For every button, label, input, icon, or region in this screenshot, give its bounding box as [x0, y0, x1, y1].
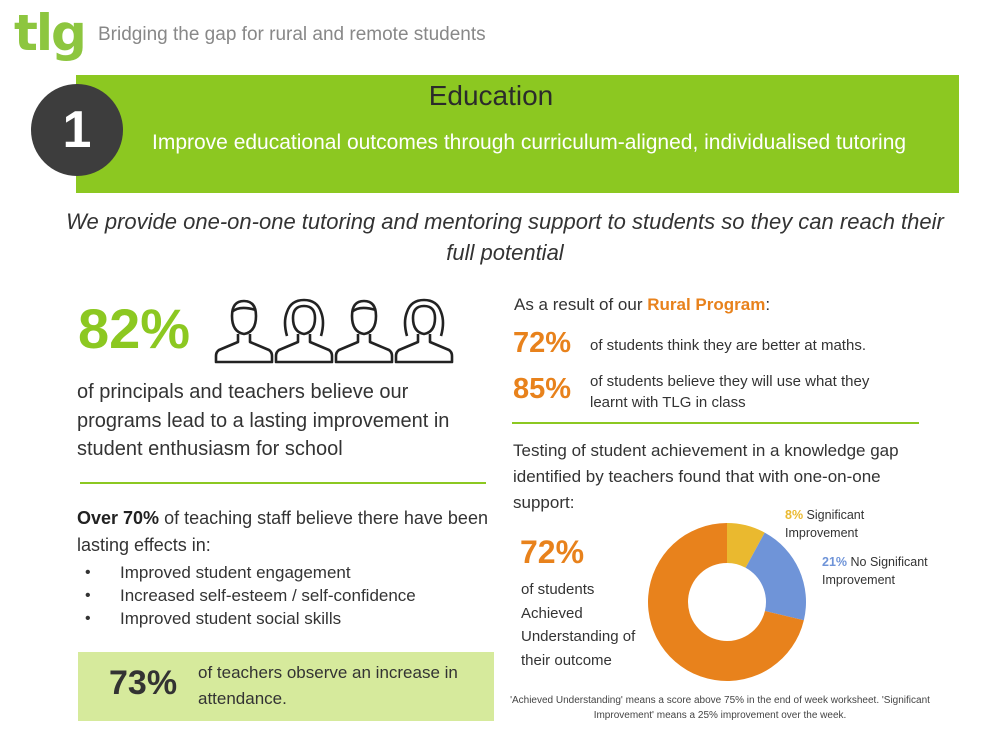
divider-left: [80, 482, 486, 484]
stat-85-percent: 85%: [513, 373, 572, 405]
stat-85-description: of students believe they will use what they learnt with TLG in class: [590, 373, 870, 411]
person-male-icon: [336, 301, 392, 362]
banner-title: Education: [428, 80, 554, 111]
tagline: Bridging the gap for rural and remote students: [98, 24, 486, 45]
rural-prefix: As a result of our: [514, 295, 648, 314]
effects-list: [85, 561, 416, 630]
legend-21-text: No Significant Improvement: [822, 555, 928, 587]
person-female-icon: [276, 300, 332, 362]
rural-suffix: :: [765, 295, 771, 314]
rural-program-heading: [514, 295, 770, 315]
legend-no-significant-improvement: [822, 553, 942, 589]
footnote: 'Achieved Understanding' means a score above 75% in the end of week worksheet. 'Significant Improvement' means a 25% improvement over the week.: [510, 695, 930, 721]
stat-72-understanding: 72%: [520, 534, 585, 570]
over-70-bold: Over 70%: [77, 508, 160, 528]
rural-program-name: Rural Program: [647, 295, 766, 314]
person-female-icon: [396, 300, 452, 362]
lead-statement: We provide one-on-one tutoring and mentoring support to students so they can reach their full potential: [66, 209, 944, 265]
legend-8-percent: 8%: [785, 508, 804, 522]
stat-73-percent: 73%: [109, 664, 178, 702]
stat-72-maths-description: of students think they are better at maths.: [590, 337, 866, 354]
over-70-text: of teaching staff believe there have been lasting effects in:: [77, 508, 488, 555]
list-item: • Improved student social skills: [85, 607, 416, 630]
stat-72-maths: 72%: [513, 327, 572, 359]
legend-21-percent: 21%: [822, 555, 848, 569]
list-item: • Improved student engagement: [85, 561, 416, 584]
outcome-donut-chart: [645, 520, 809, 684]
section-number-badge: 1: [31, 84, 123, 176]
people-icons: [213, 296, 458, 366]
tlg-logo: tlg: [14, 4, 85, 62]
person-male-icon: [216, 301, 272, 362]
legend-8-text: Significant Improvement: [785, 508, 865, 540]
testing-statement: Testing of student achievement in a knowledge gap identified by teachers found that with one-on-one support:: [513, 441, 899, 512]
stat-82-percent: 82%: [78, 297, 191, 360]
over-70-statement: [77, 505, 497, 559]
stat-82-description: of principals and teachers believe our programs lead to a lasting improvement in student enthusiasm for school: [77, 381, 450, 460]
list-item: • Increased self-esteem / self-confidence: [85, 584, 416, 607]
stat-72-understanding-description: of students Achieved Understanding of their outcome: [521, 581, 636, 669]
legend-significant-improvement: [785, 506, 905, 542]
banner-subtitle: Improve educational outcomes through curriculum-aligned, individualised tutoring: [152, 131, 907, 154]
stat-73-description: of teachers observe an increase in attendance.: [198, 663, 458, 708]
divider-right: [512, 422, 919, 424]
